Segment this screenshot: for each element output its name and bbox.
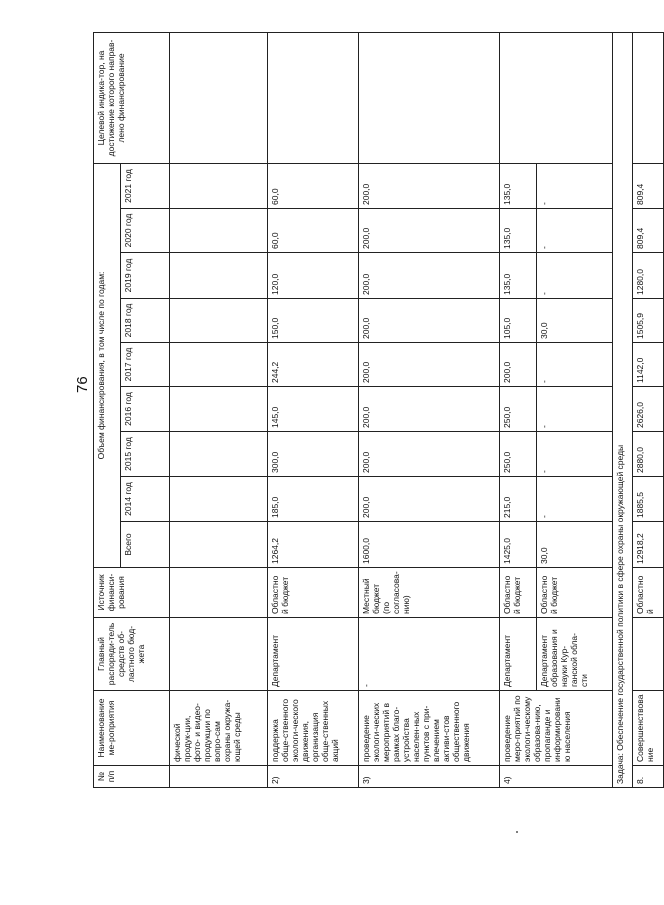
table-row [633,32,664,787]
cell-2017 [169,343,267,387]
header-2020: 2020 год [120,209,169,253]
cell-2020: 200,0 [359,209,500,253]
cell-distributor: Департамент [500,618,537,691]
cell-distributor [633,618,664,691]
cell-2017: 1142,0 [633,343,664,387]
header-2015: 2015 год [120,432,169,477]
cell-2016: 145,0 [267,387,359,432]
cell-num: 4) [500,766,613,788]
cell-2014 [169,477,267,522]
cell-source: Областной [633,568,664,618]
cell-2017: 200,0 [359,343,500,387]
cell-2019: - [536,253,612,299]
cell-2020: 135,0 [500,209,537,253]
cell-num: 8. [633,766,664,788]
cell-distributor: Департамент образования и науки Кур-ганской обла-сти [536,618,612,691]
cell-2015: - [536,432,612,477]
cell-distributor [169,618,267,691]
cell-2019: 120,0 [267,253,359,299]
header-target: Целевой индика-тор, на достижение которого направ-лено финансирование [94,32,170,163]
cell-2014: 185,0 [267,477,359,522]
cell-total: 1600,0 [359,522,500,568]
cell-target [267,32,359,163]
cell-2018: 1505,9 [633,299,664,343]
cell-total: 1425,0 [500,522,537,568]
header-source: Источник финанси-рования [94,568,170,618]
cell-2015: 200,0 [359,432,500,477]
cell-2016: 2626,0 [633,387,664,432]
cell-source: Областной бюджет [536,568,612,618]
cell-2018: 150,0 [267,299,359,343]
cell-2020: 809,4 [633,209,664,253]
financing-table [93,32,664,788]
cell-2019: 200,0 [359,253,500,299]
scan-speck [516,831,518,833]
cell-2014: 1885,5 [633,477,664,522]
cell-2020 [169,209,267,253]
header-2017: 2017 год [120,343,169,387]
cell-2016 [169,387,267,432]
cell-2017: 200,0 [500,343,537,387]
cell-2018: 200,0 [359,299,500,343]
cell-target [500,32,613,163]
task-row [612,32,633,787]
cell-num [169,766,267,788]
page-number: 76 [74,376,91,393]
cell-2016: 250,0 [500,387,537,432]
cell-2015: 250,0 [500,432,537,477]
cell-total [169,522,267,568]
cell-2017: - [536,343,612,387]
table-row [169,32,267,787]
cell-2018: 105,0 [500,299,537,343]
cell-name: фической продук-ции, фото- и видео-продукции по вопро-сам охраны окружа-ющей среды [169,691,267,766]
cell-distributor: Департамент [267,618,359,691]
header-name: Наименование ме-роприятия [94,691,170,766]
cell-target [633,32,664,163]
cell-2018: 30,0 [536,299,612,343]
cell-2021: 135,0 [500,163,537,208]
cell-2021: - [536,163,612,208]
cell-total: 30,0 [536,522,612,568]
cell-target [169,32,267,163]
cell-2016: - [536,387,612,432]
cell-name: Совершенствование [633,691,664,766]
cell-2014: 215,0 [500,477,537,522]
cell-num: 3) [359,766,500,788]
header-num: № п/п [94,766,170,788]
task-text: Задача: Обеспечение государственной политики в сфере охраны окружающей среды [612,32,633,787]
cell-2015 [169,432,267,477]
header-2014: 2014 год [120,477,169,522]
cell-2018 [169,299,267,343]
header-total: Всего [120,522,169,568]
header-2021: 2021 год [120,163,169,208]
table-row [359,32,500,787]
cell-source: Областной бюджет [500,568,537,618]
cell-2021 [169,163,267,208]
cell-2014: - [536,477,612,522]
cell-2020: 60,0 [267,209,359,253]
cell-2021: 200,0 [359,163,500,208]
cell-total: 12918,2 [633,522,664,568]
cell-2015: 300,0 [267,432,359,477]
financing-table-rotated [93,33,664,788]
cell-target [359,32,500,163]
cell-2021: 809,4 [633,163,664,208]
table-row [500,32,537,787]
cell-2019 [169,253,267,299]
header-distributor: Главный распоряди-тель средств об-ластного бюд-жета [94,618,170,691]
cell-2015: 2880,0 [633,432,664,477]
header-2016: 2016 год [120,387,169,432]
cell-name: проведение меро-приятий по экологи-ческому образова-нию, пропаганде и информированию населения [500,691,613,766]
cell-2019: 135,0 [500,253,537,299]
cell-source: Местный бюджет (по согласова-нию) [359,568,500,618]
cell-2019: 1280,0 [633,253,664,299]
header-row [94,32,121,787]
cell-name: проведение экологи-ческих мероприятий в рамках благо-устройства населен-ных пунктов с при-влечением активи-стов общественного движения [359,691,500,766]
cell-total: 1264,2 [267,522,359,568]
cell-2016: 200,0 [359,387,500,432]
cell-2020: - [536,209,612,253]
table-row [267,32,359,787]
cell-source [169,568,267,618]
header-volume: Объем финансирования, в том числе по годам: [94,163,121,567]
cell-2017: 244,2 [267,343,359,387]
cell-num: 2) [267,766,359,788]
cell-2014: 200,0 [359,477,500,522]
header-2019: 2019 год [120,253,169,299]
header-2018: 2018 год [120,299,169,343]
cell-2021: 60,0 [267,163,359,208]
cell-name: поддержка обще-ственного экологи-ческого движения, организация обще-ственных акций [267,691,359,766]
cell-source: Областной бюджет [267,568,359,618]
cell-distributor: - [359,618,500,691]
